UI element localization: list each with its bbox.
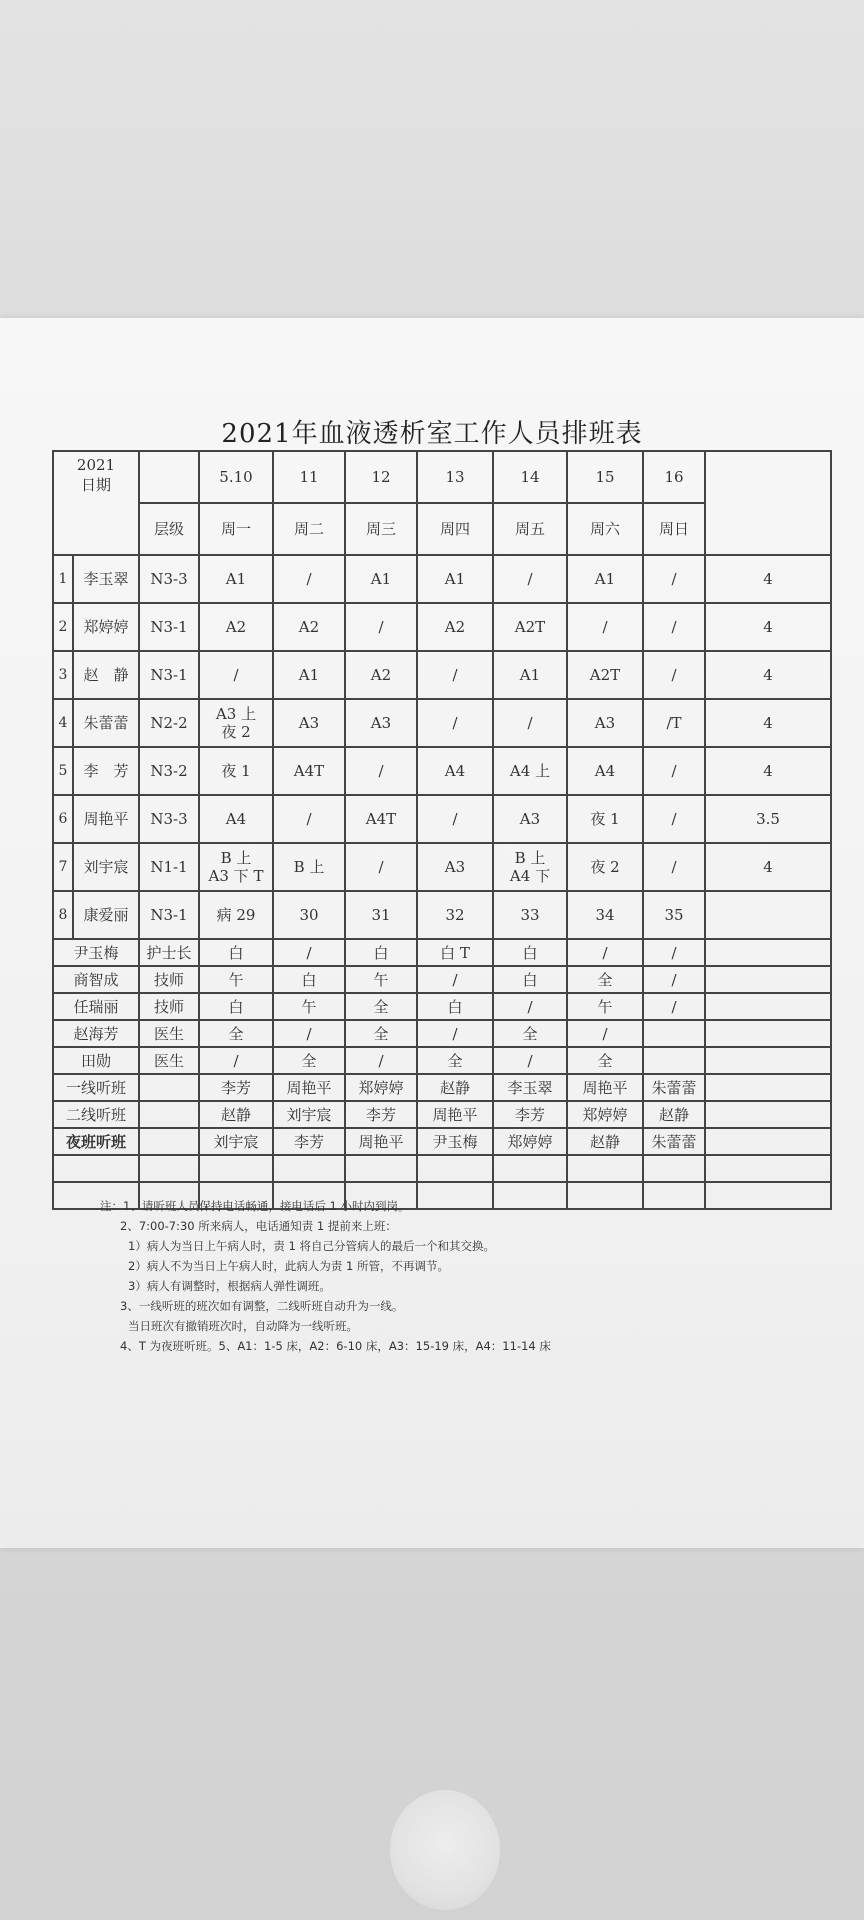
level-cell: N1-1 bbox=[139, 843, 199, 891]
empty-cell bbox=[705, 1155, 831, 1182]
shift-cell: A4 bbox=[199, 795, 273, 843]
shift-cell: / bbox=[493, 699, 567, 747]
shift-cell: A2 bbox=[417, 603, 493, 651]
shift-cell: / bbox=[345, 603, 417, 651]
weekday-cell: 周一 bbox=[199, 503, 273, 555]
date-cell: 15 bbox=[567, 451, 643, 503]
shift-cell: 夜 1 bbox=[567, 795, 643, 843]
empty-cell bbox=[139, 1074, 199, 1101]
oncall-cell: 周艳平 bbox=[567, 1074, 643, 1101]
shift-cell: 白 bbox=[199, 939, 273, 966]
total-cell: 4 bbox=[705, 747, 831, 795]
weekday-cell: 周日 bbox=[643, 503, 705, 555]
shift-cell: 全 bbox=[493, 1020, 567, 1047]
shift-cell: A1 bbox=[493, 651, 567, 699]
oncall-cell: 李玉翠 bbox=[493, 1074, 567, 1101]
total-cell bbox=[705, 891, 831, 939]
shift-cell: 全 bbox=[567, 966, 643, 993]
empty-cell bbox=[417, 1155, 493, 1182]
shift-cell: / bbox=[643, 555, 705, 603]
notes-section bbox=[100, 1196, 820, 1356]
empty-cell bbox=[705, 993, 831, 1020]
shift-cell: 午 bbox=[567, 993, 643, 1020]
oncall-cell: 朱蕾蕾 bbox=[643, 1128, 705, 1155]
shift-cell: 白 bbox=[493, 939, 567, 966]
level-cell: N3-3 bbox=[139, 795, 199, 843]
level-cell: N3-1 bbox=[139, 891, 199, 939]
shift-cell: A3 bbox=[417, 843, 493, 891]
weekday-cell: 周二 bbox=[273, 503, 345, 555]
empty-cell bbox=[199, 1155, 273, 1182]
note-line: 1）病人为当日上午病人时，责 1 将自己分管病人的最后一个和其交换。 bbox=[128, 1239, 495, 1253]
oncall-row bbox=[53, 1074, 831, 1101]
oncall-cell: 李芳 bbox=[345, 1101, 417, 1128]
shift-cell: / bbox=[417, 1020, 493, 1047]
oncall-cell: 李芳 bbox=[493, 1101, 567, 1128]
shift-cell: A4 上 bbox=[493, 747, 567, 795]
staff-name: 赵海芳 bbox=[53, 1020, 139, 1047]
empty-cell bbox=[493, 1155, 567, 1182]
shift-cell: 午 bbox=[345, 966, 417, 993]
nurse-name-cell bbox=[53, 891, 139, 939]
note-line: 3、一线听班的班次如有调整，二线听班自动升为一线。 bbox=[120, 1299, 404, 1313]
total-cell: 4 bbox=[705, 603, 831, 651]
shift-cell: / bbox=[643, 747, 705, 795]
nurse-name: 朱蕾蕾 bbox=[83, 714, 129, 732]
shift-cell: / bbox=[643, 939, 705, 966]
background-object bbox=[390, 1790, 500, 1910]
nurse-name-cell bbox=[53, 555, 139, 603]
oncall-cell: 赵静 bbox=[643, 1101, 705, 1128]
level-cell: N3-2 bbox=[139, 747, 199, 795]
oncall-cell: 朱蕾蕾 bbox=[643, 1074, 705, 1101]
empty-cell bbox=[139, 1101, 199, 1128]
date-cell: 14 bbox=[493, 451, 567, 503]
staff-row bbox=[53, 1047, 831, 1074]
empty-cell bbox=[705, 1128, 831, 1155]
total-cell: 4 bbox=[705, 699, 831, 747]
empty-cell bbox=[705, 1074, 831, 1101]
shift-cell: / bbox=[417, 651, 493, 699]
shift-cell: 全 bbox=[567, 1047, 643, 1074]
shift-cell: 夜 2 bbox=[567, 843, 643, 891]
note-line: 当日班次有撤销班次时，自动降为一线听班。 bbox=[128, 1319, 358, 1333]
staff-role: 医生 bbox=[139, 1047, 199, 1074]
shift-cell: / bbox=[643, 651, 705, 699]
shift-cell: A3 bbox=[567, 699, 643, 747]
shift-cell: / bbox=[199, 651, 273, 699]
nurse-name-cell bbox=[53, 603, 139, 651]
shift-cell: A3 bbox=[273, 699, 345, 747]
shift-cell: / bbox=[493, 1047, 567, 1074]
oncall-cell: 郑婷婷 bbox=[493, 1128, 567, 1155]
empty-cell bbox=[53, 1155, 139, 1182]
shift-cell: 30 bbox=[273, 891, 345, 939]
staff-row bbox=[53, 1020, 831, 1047]
empty-cell bbox=[567, 1155, 643, 1182]
empty-cell bbox=[139, 1128, 199, 1155]
shift-cell: A2 bbox=[345, 651, 417, 699]
shift-cell: / bbox=[199, 1047, 273, 1074]
date-cell: 16 bbox=[643, 451, 705, 503]
shift-cell: A2 bbox=[273, 603, 345, 651]
shift-cell: A2 bbox=[199, 603, 273, 651]
shift-cell: / bbox=[643, 993, 705, 1020]
staff-name: 田勋 bbox=[53, 1047, 139, 1074]
total-cell: 3.5 bbox=[705, 795, 831, 843]
oncall-cell: 郑婷婷 bbox=[567, 1101, 643, 1128]
weekday-cell: 周五 bbox=[493, 503, 567, 555]
row-index: 1 bbox=[54, 556, 74, 602]
shift-cell: / bbox=[417, 795, 493, 843]
oncall-label: 夜班听班 bbox=[53, 1128, 139, 1155]
shift-cell: A3 bbox=[493, 795, 567, 843]
nurse-row bbox=[53, 891, 831, 939]
date-label: 日期 bbox=[80, 476, 111, 494]
row-index: 7 bbox=[54, 844, 74, 890]
nurse-name: 赵 静 bbox=[83, 666, 129, 684]
oncall-label: 二线听班 bbox=[53, 1101, 139, 1128]
oncall-cell: 周艳平 bbox=[273, 1074, 345, 1101]
level-header: 层级 bbox=[139, 503, 199, 555]
oncall-cell: 李芳 bbox=[199, 1074, 273, 1101]
oncall-cell: 李芳 bbox=[273, 1128, 345, 1155]
nurse-name-cell bbox=[53, 843, 139, 891]
staff-role: 技师 bbox=[139, 993, 199, 1020]
shift-cell: / bbox=[643, 795, 705, 843]
shift-cell: 病 29 bbox=[199, 891, 273, 939]
schedule-table bbox=[52, 450, 832, 1210]
empty-cell bbox=[705, 1101, 831, 1128]
shift-cell: A1 bbox=[273, 651, 345, 699]
paper-sheet bbox=[0, 318, 864, 1548]
shift-cell: A1 bbox=[417, 555, 493, 603]
page-title: 2021年血液透析室工作人员排班表 bbox=[221, 419, 643, 449]
shift-cell: A4 bbox=[567, 747, 643, 795]
header-row-dates bbox=[53, 451, 831, 503]
shift-cell: 34 bbox=[567, 891, 643, 939]
shift-cell: 全 bbox=[345, 1020, 417, 1047]
row-index: 6 bbox=[54, 796, 74, 842]
staff-role: 医生 bbox=[139, 1020, 199, 1047]
shift-cell: 午 bbox=[273, 993, 345, 1020]
empty-cell bbox=[345, 1155, 417, 1182]
shift-cell: / bbox=[643, 603, 705, 651]
shift-cell: A3 bbox=[345, 699, 417, 747]
shift-cell: / bbox=[417, 699, 493, 747]
oncall-row bbox=[53, 1128, 831, 1155]
shift-cell: A1 bbox=[199, 555, 273, 603]
shift-cell: / bbox=[567, 939, 643, 966]
total-cell: 4 bbox=[705, 843, 831, 891]
shift-cell: / bbox=[567, 1020, 643, 1047]
oncall-cell: 刘宇宸 bbox=[199, 1128, 273, 1155]
total-cell: 4 bbox=[705, 555, 831, 603]
row-index: 4 bbox=[54, 700, 74, 746]
shift-cell: / bbox=[643, 843, 705, 891]
shift-cell: 白 bbox=[345, 939, 417, 966]
row-index: 3 bbox=[54, 652, 74, 698]
oncall-cell: 赵静 bbox=[417, 1074, 493, 1101]
weekday-cell: 周四 bbox=[417, 503, 493, 555]
blank-row bbox=[53, 1155, 831, 1182]
shift-cell: 白 T bbox=[417, 939, 493, 966]
shift-cell: / bbox=[345, 1047, 417, 1074]
nurse-row bbox=[53, 603, 831, 651]
staff-row bbox=[53, 966, 831, 993]
oncall-cell: 赵静 bbox=[199, 1101, 273, 1128]
empty-cell bbox=[705, 966, 831, 993]
shift-cell: A3 上 夜 2 bbox=[199, 699, 273, 747]
shift-cell: / bbox=[643, 966, 705, 993]
shift-cell: 白 bbox=[199, 993, 273, 1020]
date-cell: 12 bbox=[345, 451, 417, 503]
nurse-name-cell bbox=[53, 699, 139, 747]
shift-cell: / bbox=[567, 603, 643, 651]
level-header-top bbox=[139, 451, 199, 503]
level-cell: N2-2 bbox=[139, 699, 199, 747]
shift-cell: B 上 A4 下 bbox=[493, 843, 567, 891]
empty-cell bbox=[705, 1020, 831, 1047]
empty-cell bbox=[139, 1155, 199, 1182]
staff-role: 护士长 bbox=[139, 939, 199, 966]
nurse-name: 刘宇宸 bbox=[83, 858, 129, 876]
shift-cell: / bbox=[345, 843, 417, 891]
shift-cell: 全 bbox=[417, 1047, 493, 1074]
nurse-name: 周艳平 bbox=[83, 810, 129, 828]
nurse-row bbox=[53, 795, 831, 843]
shift-cell: A4T bbox=[345, 795, 417, 843]
date-cell: 13 bbox=[417, 451, 493, 503]
shift-cell: 白 bbox=[417, 993, 493, 1020]
nurse-row bbox=[53, 747, 831, 795]
empty-cell bbox=[273, 1155, 345, 1182]
staff-name: 尹玉梅 bbox=[53, 939, 139, 966]
level-cell: N3-3 bbox=[139, 555, 199, 603]
nurse-name: 李玉翠 bbox=[83, 570, 129, 588]
total-header bbox=[705, 451, 831, 555]
staff-row bbox=[53, 939, 831, 966]
shift-cell: 31 bbox=[345, 891, 417, 939]
shift-cell bbox=[643, 1047, 705, 1074]
shift-cell: /T bbox=[643, 699, 705, 747]
nurse-name-cell bbox=[53, 747, 139, 795]
oncall-cell: 赵静 bbox=[567, 1128, 643, 1155]
row-index: 8 bbox=[54, 892, 74, 938]
empty-cell bbox=[705, 1047, 831, 1074]
shift-cell: 白 bbox=[273, 966, 345, 993]
shift-cell: A2T bbox=[567, 651, 643, 699]
nurse-name: 李 芳 bbox=[83, 762, 129, 780]
oncall-label: 一线听班 bbox=[53, 1074, 139, 1101]
shift-cell bbox=[643, 1020, 705, 1047]
shift-cell: / bbox=[345, 747, 417, 795]
shift-cell: B 上 A3 下 T bbox=[199, 843, 273, 891]
shift-cell: / bbox=[493, 993, 567, 1020]
empty-cell bbox=[705, 939, 831, 966]
staff-name: 商智成 bbox=[53, 966, 139, 993]
shift-cell: A4T bbox=[273, 747, 345, 795]
nurse-name: 郑婷婷 bbox=[83, 618, 129, 636]
shift-cell: 白 bbox=[493, 966, 567, 993]
nurse-name: 康爱丽 bbox=[83, 906, 129, 924]
shift-cell: 全 bbox=[345, 993, 417, 1020]
shift-cell: / bbox=[273, 939, 345, 966]
date-cell: 11 bbox=[273, 451, 345, 503]
shift-cell: 午 bbox=[199, 966, 273, 993]
shift-cell: 33 bbox=[493, 891, 567, 939]
oncall-cell: 刘宇宸 bbox=[273, 1101, 345, 1128]
total-cell: 4 bbox=[705, 651, 831, 699]
shift-cell: 夜 1 bbox=[199, 747, 273, 795]
empty-cell bbox=[643, 1155, 705, 1182]
level-cell: N3-1 bbox=[139, 603, 199, 651]
shift-cell: A1 bbox=[567, 555, 643, 603]
shift-cell: A2T bbox=[493, 603, 567, 651]
nurse-name-cell bbox=[53, 651, 139, 699]
shift-cell: / bbox=[273, 1020, 345, 1047]
year-label: 2021 bbox=[76, 456, 116, 474]
row-index: 5 bbox=[54, 748, 74, 794]
shift-cell: 32 bbox=[417, 891, 493, 939]
oncall-cell: 郑婷婷 bbox=[345, 1074, 417, 1101]
shift-cell: 全 bbox=[273, 1047, 345, 1074]
note-line: 2、7:00-7:30 所来病人，电话通知责 1 提前来上班： bbox=[120, 1219, 397, 1233]
staff-role: 技师 bbox=[139, 966, 199, 993]
corner-header bbox=[53, 451, 139, 555]
date-cell: 5.10 bbox=[199, 451, 273, 503]
weekday-cell: 周六 bbox=[567, 503, 643, 555]
row-index: 2 bbox=[54, 604, 74, 650]
shift-cell: / bbox=[273, 795, 345, 843]
nurse-row bbox=[53, 843, 831, 891]
shift-cell: 全 bbox=[199, 1020, 273, 1047]
nurse-row bbox=[53, 651, 831, 699]
note-line: 注：1、请听班人员保持电话畅通，接电话后 1 小时内到岗。 bbox=[100, 1199, 410, 1213]
note-line: 3）病人有调整时，根据病人弹性调班。 bbox=[128, 1279, 331, 1293]
nurse-row bbox=[53, 555, 831, 603]
shift-cell: A1 bbox=[345, 555, 417, 603]
nurse-row bbox=[53, 699, 831, 747]
oncall-cell: 周艳平 bbox=[345, 1128, 417, 1155]
nurse-name-cell bbox=[53, 795, 139, 843]
note-line: 2）病人不为当日上午病人时，此病人为责 1 所管，不再调节。 bbox=[128, 1259, 449, 1273]
shift-cell: B 上 bbox=[273, 843, 345, 891]
note-line: 4、T 为夜班听班。5、A1：1-5 床，A2：6-10 床，A3：15-19 床，A4：11-14 床 bbox=[120, 1339, 551, 1353]
shift-cell: / bbox=[493, 555, 567, 603]
shift-cell: A4 bbox=[417, 747, 493, 795]
oncall-cell: 尹玉梅 bbox=[417, 1128, 493, 1155]
shift-cell: / bbox=[273, 555, 345, 603]
oncall-row bbox=[53, 1101, 831, 1128]
staff-name: 任瑞丽 bbox=[53, 993, 139, 1020]
oncall-cell: 周艳平 bbox=[417, 1101, 493, 1128]
shift-cell: 35 bbox=[643, 891, 705, 939]
shift-cell: / bbox=[417, 966, 493, 993]
weekday-cell: 周三 bbox=[345, 503, 417, 555]
staff-row bbox=[53, 993, 831, 1020]
level-cell: N3-1 bbox=[139, 651, 199, 699]
